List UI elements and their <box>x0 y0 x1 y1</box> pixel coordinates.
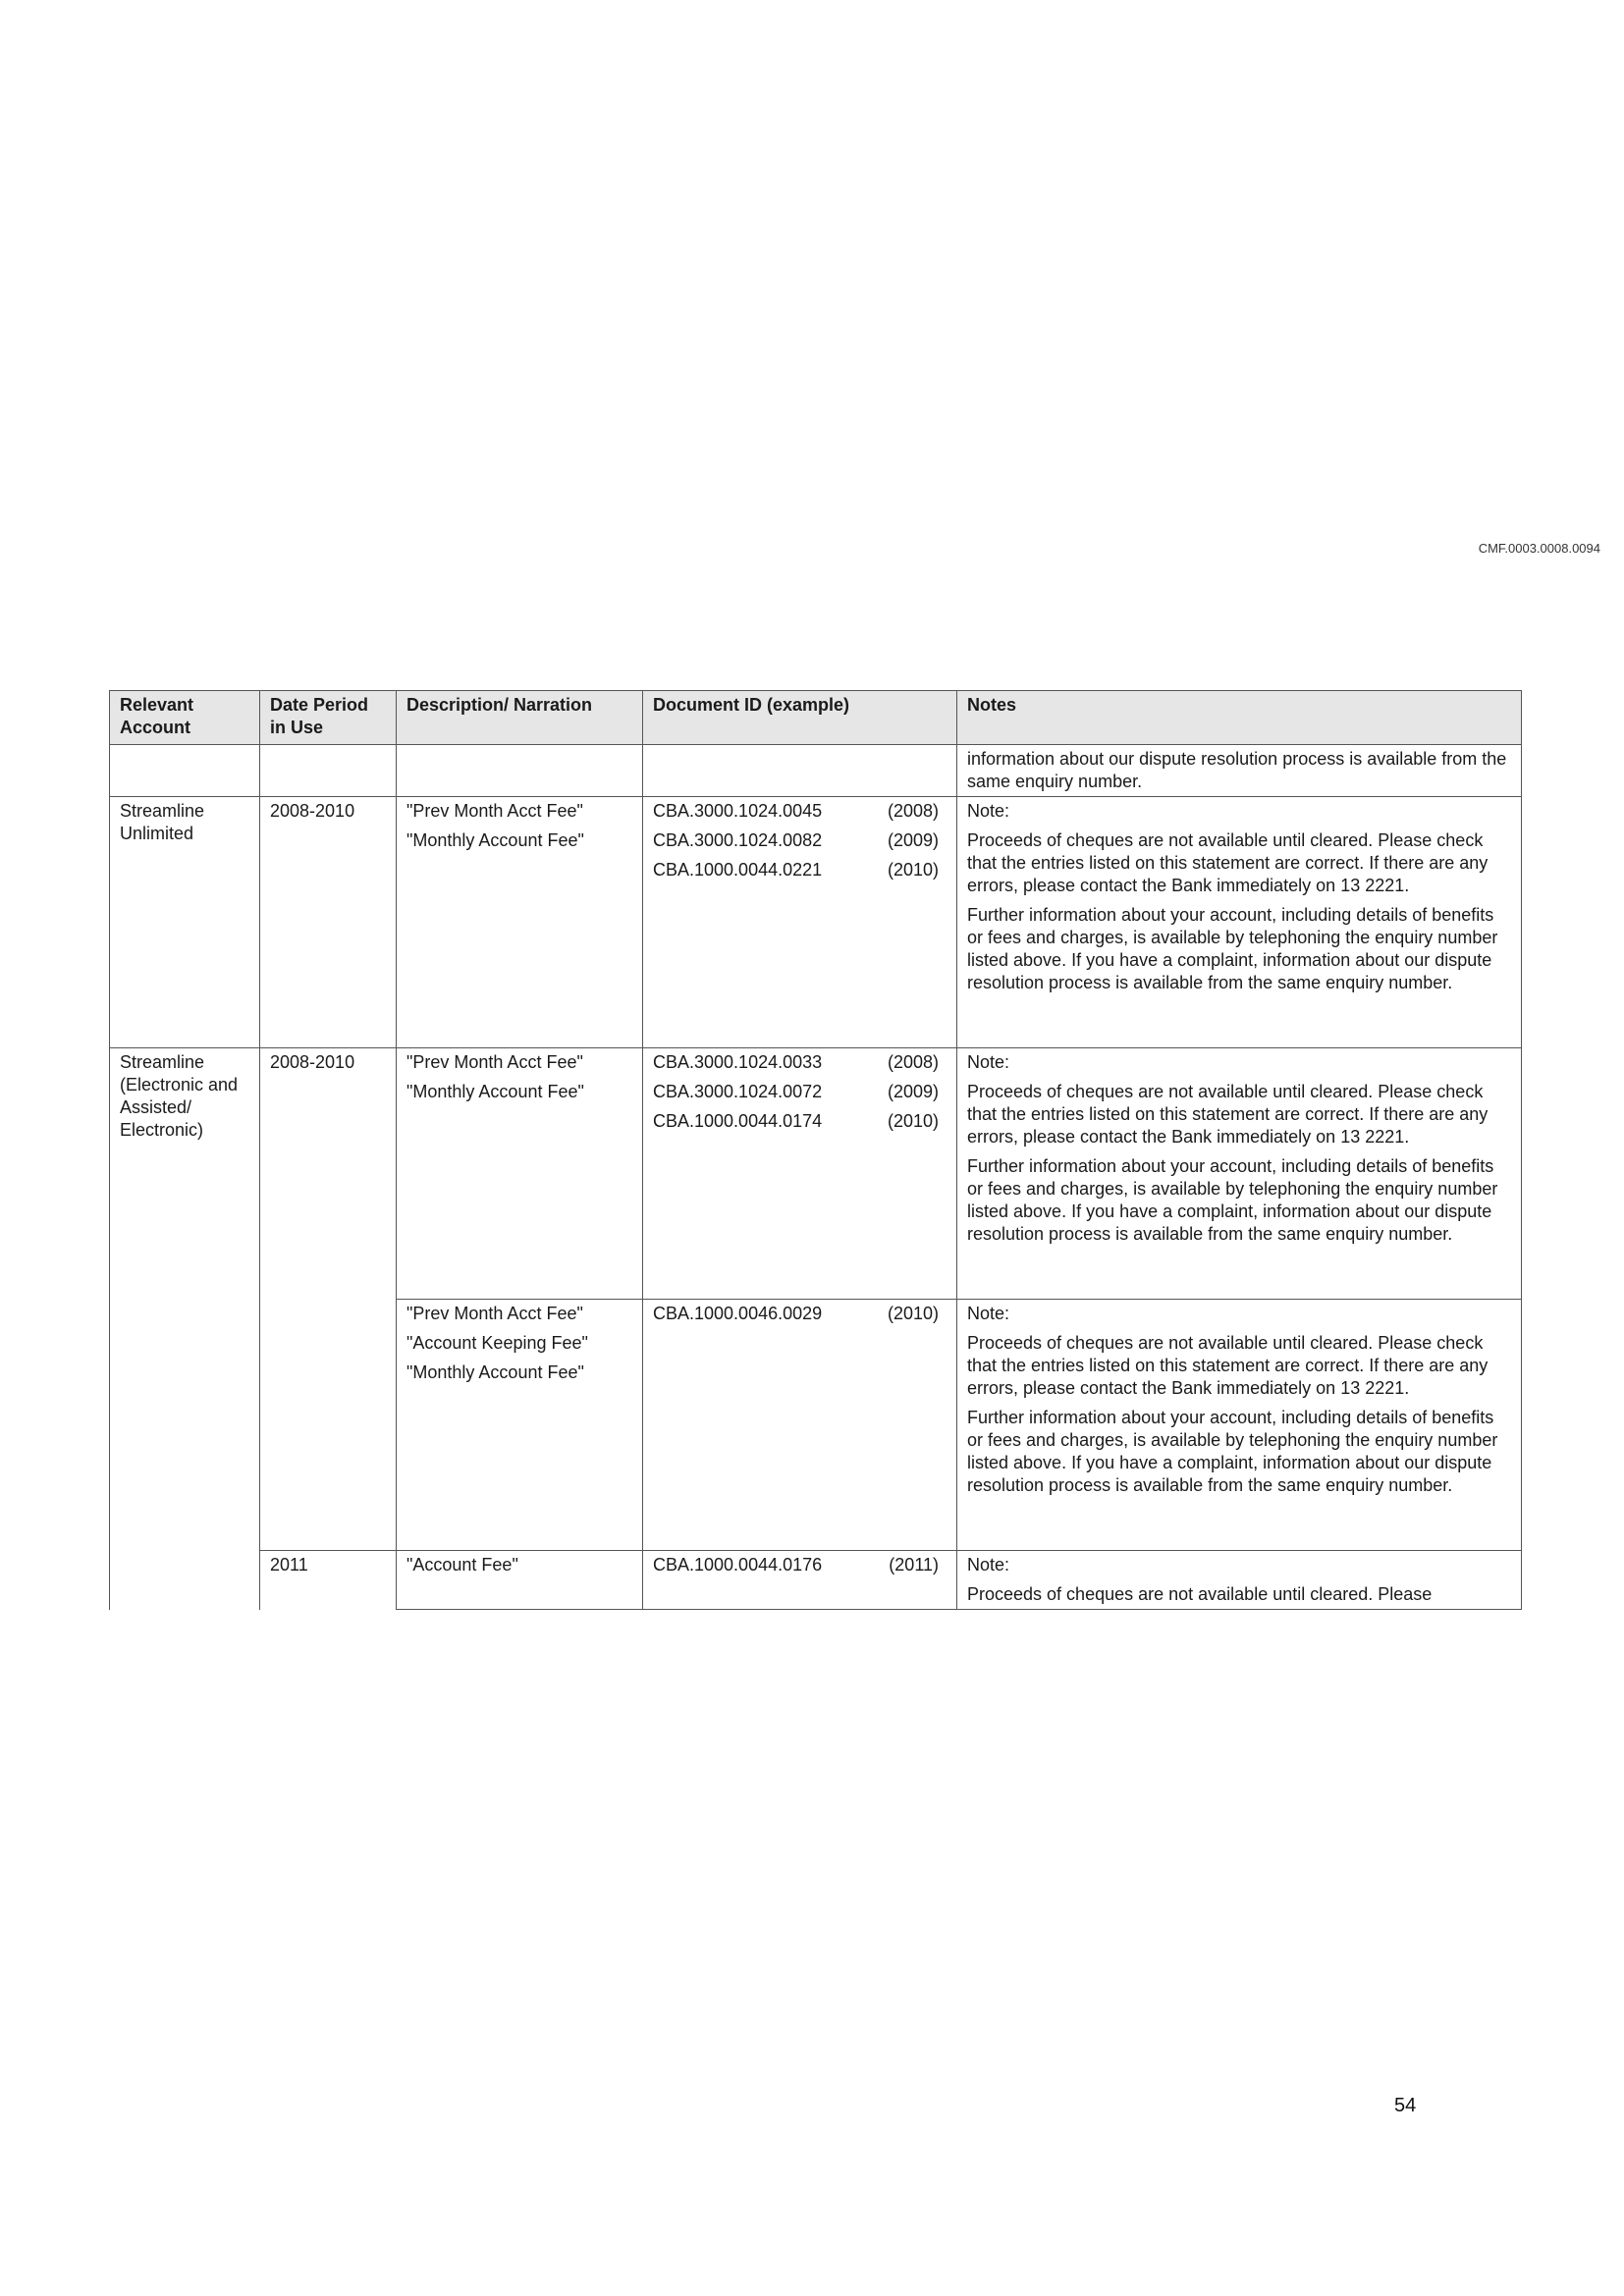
notes-cell: Note: Proceeds of cheques are not available until cleared. Please check that the entries listed on this statement are correct. If there are any errors, please contact the Bank immediately on 13 2221. Further information about your account, including details of benefits or fees and charges, is available by telephoning the enquiry number listed above. If you have a complaint, information about our dispute resolution process is available from the same enquiry number. <box>957 1300 1522 1551</box>
document-reference: CMF.0003.0008.0094 <box>1478 541 1600 556</box>
description-cell: "Prev Month Acct Fee" "Monthly Account Fee" <box>397 1048 643 1300</box>
notes-cell: Note: Proceeds of cheques are not available until cleared. Please check that the entries listed on this statement are correct. If there are any errors, please contact the Bank immediately on 13 2221. Further information about your account, including details of benefits or fees and charges, is available by telephoning the enquiry number listed above. If you have a complaint, information about our dispute resolution process is available from the same enquiry number. <box>957 797 1522 1048</box>
header-notes: Notes <box>957 691 1522 745</box>
table-header-row <box>110 691 1522 745</box>
table-row <box>110 797 1522 1048</box>
notes-cell: Note: Proceeds of cheques are not available until cleared. Please <box>957 1551 1522 1610</box>
header-date-period: Date Period in Use <box>260 691 397 745</box>
document-id-cell: CBA.1000.0044.0176 (2011) <box>643 1551 957 1610</box>
period-cell: 2008-2010 <box>260 797 397 1048</box>
description-cell: "Prev Month Acct Fee" "Account Keeping Fee" "Monthly Account Fee" <box>397 1300 643 1551</box>
header-document-id: Document ID (example) <box>643 691 957 745</box>
fees-table <box>109 690 1522 1610</box>
account-cell: Streamline Unlimited <box>110 797 260 1048</box>
notes-cell: information about our dispute resolution process is available from the same enquiry number. <box>957 745 1522 797</box>
period-cell: 2011 <box>260 1551 397 1610</box>
account-cell: Streamline (Electronic and Assisted/ Electronic) <box>110 1048 260 1610</box>
document-id-cell: CBA.3000.1024.0045 (2008) CBA.3000.1024.0082 (2009) CBA.1000.0044.0221 (2010) <box>643 797 957 1048</box>
header-description: Description/ Narration <box>397 691 643 745</box>
page-number: 54 <box>1394 2095 1417 2116</box>
table-row <box>110 1551 1522 1610</box>
table-row <box>110 745 1522 797</box>
description-cell: "Account Fee" <box>397 1551 643 1610</box>
document-id-cell: CBA.1000.0046.0029 (2010) <box>643 1300 957 1551</box>
document-id-cell: CBA.3000.1024.0033 (2008) CBA.3000.1024.0072 (2009) CBA.1000.0044.0174 (2010) <box>643 1048 957 1300</box>
period-cell: 2008-2010 <box>260 1048 397 1551</box>
notes-cell: Note: Proceeds of cheques are not available until cleared. Please check that the entries listed on this statement are correct. If there are any errors, please contact the Bank immediately on 13 2221. Further information about your account, including details of benefits or fees and charges, is available by telephoning the enquiry number listed above. If you have a complaint, information about our dispute resolution process is available from the same enquiry number. <box>957 1048 1522 1300</box>
table-row <box>110 1048 1522 1300</box>
header-relevant-account: Relevant Account <box>110 691 260 745</box>
description-cell: "Prev Month Acct Fee" "Monthly Account Fee" <box>397 797 643 1048</box>
